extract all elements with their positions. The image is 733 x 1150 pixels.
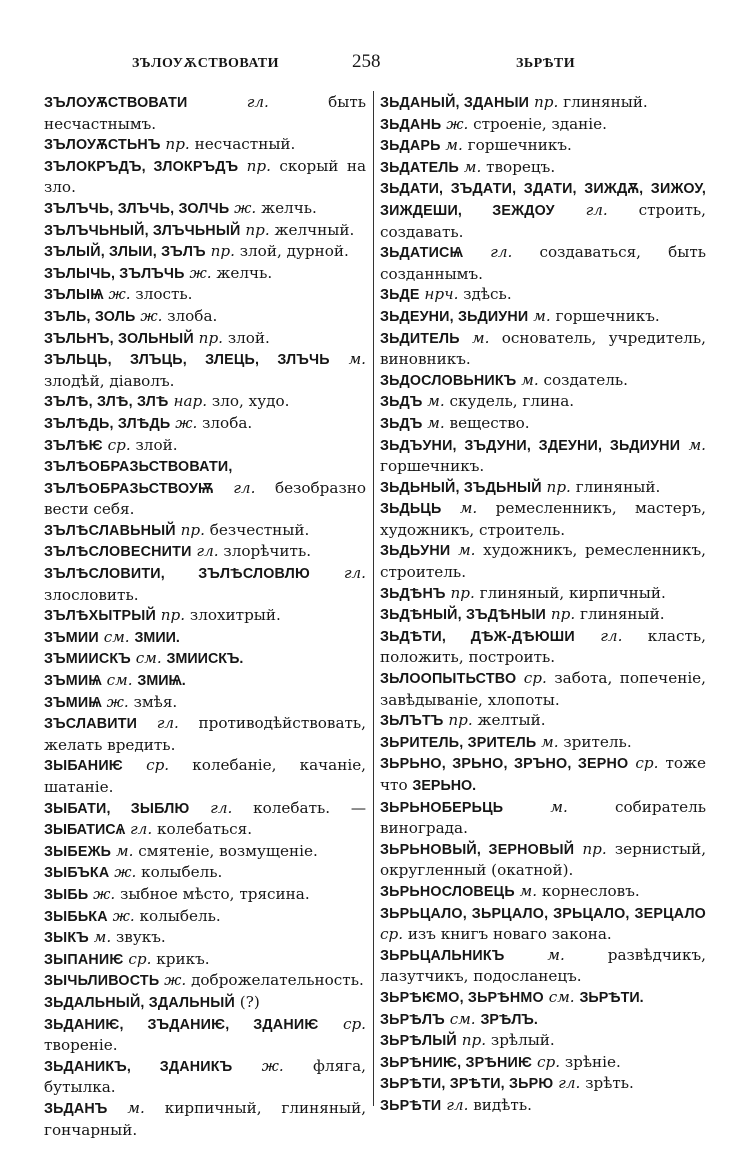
- entry-cross-reference: ЗМИИСКЪ.: [166, 651, 244, 668]
- entry-definition: зрѣніе.: [564, 1052, 621, 1071]
- entry-definition: безчестный.: [209, 520, 310, 539]
- dictionary-entry: [380, 284, 706, 306]
- entry-headword: ЗЪЛЪЧЬНЫЙ, ЗЛЪЧЬНЫЙ: [44, 222, 241, 239]
- dictionary-entry: [380, 668, 706, 710]
- dictionary-entry: [44, 627, 366, 649]
- entry-definition: класть, положить, построить.: [380, 626, 706, 667]
- entry-headword: ЗЬРѢТИ: [380, 1097, 442, 1114]
- entry-definition: колебаться.: [157, 820, 253, 839]
- entry-headword: ЗЫЧЬЛИВОСТЬ: [44, 973, 160, 990]
- entry-headword: ЗЬДАЛЬНЫЙ, ЗДАЛЬНЫЙ: [44, 994, 235, 1011]
- entry-headword: ЗЪЛѢСЛОВИТИ, ЗЪЛѢСЛОВЛЮ: [44, 566, 310, 583]
- dictionary-entry: [380, 753, 706, 796]
- entry-headword: ЗЬРѢНИѤ, ЗРѢНИѤ: [380, 1054, 533, 1071]
- entry-definition: собиратель винограда.: [380, 797, 706, 838]
- entry-grammar: гл.: [446, 1095, 469, 1114]
- entry-definition: зло, худо.: [211, 392, 290, 411]
- entry-definition: злословить.: [44, 585, 139, 604]
- entry-headword: ЗЬДЬНЫЙ, ЗЪДЬНЫЙ: [380, 479, 542, 496]
- entry-grammar: м.: [472, 328, 490, 347]
- entry-definition: злой.: [135, 435, 178, 454]
- entry-grammar: ж.: [140, 306, 163, 325]
- entry-grammar: м.: [519, 881, 538, 900]
- entry-grammar: м.: [116, 841, 134, 860]
- entry-definition: ремесленникъ, мастеръ, художникъ, строитель.: [380, 499, 707, 539]
- entry-grammar: м.: [541, 732, 559, 751]
- entry-grammar: пр.: [165, 135, 190, 154]
- column-divider: [373, 91, 374, 1106]
- dictionary-entry: [44, 798, 366, 841]
- entry-grammar: м.: [427, 392, 445, 411]
- entry-grammar: м.: [521, 370, 539, 389]
- entry-grammar: см.: [548, 987, 575, 1006]
- entry-definition: зрѣть.: [585, 1074, 634, 1093]
- dictionary-entry: [380, 710, 706, 732]
- dictionary-entry: [44, 198, 366, 220]
- entry-headword: ЗЬДЪ: [380, 394, 423, 411]
- entry-definition: желчь.: [216, 263, 273, 282]
- entry-grammar: гл.: [210, 798, 233, 817]
- dictionary-entry: [44, 692, 366, 714]
- entry-definition: здѣсь.: [463, 285, 512, 304]
- entry-definition: художникъ, ремесленникъ, строитель.: [380, 541, 706, 582]
- entry-grammar: ж.: [261, 1056, 284, 1075]
- entry-definition: крикъ.: [156, 949, 210, 968]
- entry-grammar: гл.: [343, 564, 366, 583]
- entry-definition: горшечникъ.: [380, 457, 485, 476]
- entry-grammar: пр.: [461, 1031, 487, 1050]
- dictionary-entry: [380, 797, 706, 839]
- entry-headword: ЗЬДАНЫЙ, ЗДАНЫИ: [380, 95, 530, 111]
- entry-definition: злодѣй, діаволъ.: [44, 371, 175, 390]
- entry-headword: ЗЪЛЫЧЬ, ЗЪЛЪЧЬ: [44, 265, 185, 282]
- entry-headword: ЗЬДАТИСѨ: [380, 245, 464, 262]
- entry-definition: желчный.: [274, 220, 355, 239]
- dictionary-entry: [44, 1098, 366, 1140]
- entry-grammar: ср.: [107, 435, 131, 454]
- dictionary-entry: [44, 92, 366, 134]
- entry-headword: ЗЪЛЪЧЬ, ЗЛЪЧЬ, ЗОЛЧЬ: [44, 200, 230, 217]
- entry-headword: ЗЬРИТЕЛЬ, ЗРИТЕЛЬ: [380, 734, 537, 751]
- dictionary-entry: [44, 841, 366, 863]
- entry-headword: ЗЪЛЫѨ: [44, 287, 104, 304]
- entry-definition: колыбель.: [141, 863, 223, 882]
- entry-cross-reference: ЗЬРѢТИ.: [579, 989, 644, 1006]
- entry-definition: создаваться, быть созданнымъ.: [380, 243, 707, 283]
- dictionary-entry: [44, 328, 366, 350]
- entry-grammar: ж.: [108, 285, 131, 304]
- entry-headword: ЗЫПАНИѤ: [44, 951, 124, 968]
- entry-headword: ЗЪЛѢХЫТРЫЙ: [44, 608, 156, 625]
- entry-grammar: гл.: [233, 478, 256, 497]
- entry-grammar: нар.: [173, 392, 208, 411]
- dictionary-entry: [44, 1056, 366, 1098]
- entry-headword: ЗЬДАТИ, ЗЪДАТИ, ЗДАТИ, ЗИЖДѪ, ЗИЖОУ, ЗИЖДЕШИ, ЗЕЖДОУ: [380, 181, 706, 219]
- entry-headword: ЗЬДАНИКЪ, ЗДАНИКЪ: [44, 1058, 233, 1075]
- dictionary-entry: [380, 242, 706, 284]
- entry-definition: злость.: [135, 285, 193, 304]
- entry-grammar: пр.: [198, 328, 224, 347]
- entry-grammar: см.: [135, 649, 162, 668]
- dictionary-entry: [44, 456, 366, 520]
- dictionary-entry: [380, 477, 706, 499]
- entry-headword: ЗЬДЕ: [380, 287, 420, 304]
- entry-headword: ЗЬДОСЛОВЬНИКЪ: [380, 372, 517, 389]
- dictionary-entry: [44, 563, 366, 605]
- entry-headword: ЗЪЛѢДЬ, ЗЛѢДЬ: [44, 415, 171, 432]
- entry-definition: противодѣйствовать, желать вредить.: [44, 714, 367, 754]
- dictionary-entry: [380, 1073, 706, 1095]
- entry-grammar: м.: [463, 157, 482, 176]
- entry-definition: глиняный.: [575, 477, 661, 496]
- header-right-headword: ЗЬРѢТИ: [516, 56, 576, 71]
- entry-definition: звукъ.: [116, 928, 166, 947]
- entry-headword: ЗЬРЬНО, ЗРЬНО, ЗРЪНО, ЗЕРНО: [380, 756, 629, 773]
- entry-headword: ЗЪЛОУѪСТВОВАТИ: [44, 95, 188, 111]
- entry-headword: ЗЬЛЪТЪ: [380, 713, 444, 730]
- entry-definition: желчь.: [261, 198, 317, 217]
- entry-grammar: пр.: [210, 242, 235, 261]
- entry-definition: зернистый, округленный (окатной).: [380, 839, 707, 880]
- entry-grammar: м.: [427, 413, 445, 432]
- entry-grammar: ж.: [446, 114, 469, 133]
- entry-definition: несчастный.: [194, 135, 296, 154]
- entry-definition: колыбель.: [139, 906, 221, 925]
- entry-grammar: пр.: [534, 93, 559, 111]
- entry-grammar: ж.: [175, 413, 198, 432]
- dictionary-entry: [44, 156, 366, 198]
- entry-headword: ЗЬДѢНЪ: [380, 585, 446, 602]
- dictionary-entry: [380, 306, 706, 328]
- entry-definition: колебать. —: [253, 798, 367, 817]
- dictionary-entry: [44, 241, 366, 263]
- dictionary-entry: [380, 1052, 706, 1074]
- dictionary-entry: [44, 906, 366, 928]
- entry-grammar: ср.: [635, 754, 659, 773]
- entry-definition: создатель.: [543, 370, 628, 389]
- entry-grammar: м.: [458, 541, 476, 560]
- dictionary-entry: [44, 391, 366, 413]
- dictionary-entry: [44, 220, 366, 242]
- entry-headword: ЗЪЛѢСЛАВЬНЫЙ: [44, 522, 176, 539]
- entry-headword: ЗЬДѢНЫЙ, ЗЪДѢНЫИ: [380, 607, 546, 624]
- entry-definition: злохитрый.: [189, 606, 281, 625]
- dictionary-entry: [44, 284, 366, 306]
- dictionary-entry: [380, 732, 706, 754]
- entry-headword: ЗЪМИИ: [44, 629, 99, 646]
- entry-grammar: ж.: [189, 263, 212, 282]
- entry-cross-reference: ЗЕРЬНО.: [412, 778, 477, 794]
- entry-cross-reference: ЗМИѨ.: [137, 673, 186, 690]
- entry-headword: ЗЬРѢТИ, ЗРѢТИ, ЗЬРЮ: [380, 1076, 554, 1093]
- entry-headword: ЗЪМИИСКЪ: [44, 651, 131, 668]
- entry-headword: ЗЪСЛАВИТИ: [44, 716, 138, 733]
- entry-headword: ЗЫБАТИ, ЗЫБЛЮ: [44, 800, 190, 817]
- entry-definition: развѣдчикъ, лазутчикъ, подосланецъ.: [380, 945, 707, 986]
- page-number: 258: [352, 51, 381, 72]
- entry-headword: ЗЬДЪ: [380, 415, 423, 432]
- entry-definition: зрѣлый.: [490, 1031, 555, 1050]
- entry-headword: ЗЬРЬНОБЕРЬЦЬ: [380, 799, 504, 816]
- entry-definition: безобразно вести себя.: [44, 478, 366, 519]
- dictionary-entry: [380, 945, 706, 987]
- entry-definition: основатель, учредитель, виновникъ.: [380, 328, 706, 369]
- entry-definition: глиняный.: [563, 93, 648, 111]
- entry-definition: творецъ.: [486, 157, 556, 176]
- entry-grammar: м.: [348, 350, 366, 369]
- entry-headword: ЗЪЛЬЦЬ, ЗЛЪЦЬ, ЗЛЕЦЬ, ЗЛЪЧЬ: [44, 352, 330, 369]
- entry-grammar: гл.: [130, 820, 153, 839]
- dictionary-entry: [44, 520, 366, 542]
- entry-definition: быть несчастнымъ.: [44, 93, 367, 133]
- entry-definition: злой.: [227, 328, 270, 347]
- entry-grammar: ср.: [128, 949, 152, 968]
- entry-headword: ЗЬДЬУНИ: [380, 543, 451, 560]
- entry-grammar: пр.: [448, 711, 473, 730]
- entry-grammar: ж.: [164, 971, 187, 990]
- entry-grammar: пр.: [582, 839, 607, 858]
- entry-definition: изъ книгъ новаго закона.: [407, 925, 612, 944]
- entry-headword: ЗЫБЪКА: [44, 865, 110, 882]
- entry-grammar: м.: [445, 136, 463, 155]
- dictionary-entry: [380, 114, 706, 136]
- dictionary-entry: [380, 839, 706, 881]
- entry-headword: ЗЬРѢѤМО, ЗЬРѢНМО: [380, 989, 544, 1006]
- entry-definition: корнесловъ.: [541, 881, 640, 900]
- entry-cross-reference: ЗМИИ.: [134, 629, 180, 646]
- dictionary-entry: [44, 949, 366, 971]
- dictionary-entry: [380, 178, 706, 242]
- entry-grammar: ср.: [342, 1014, 366, 1033]
- entry-grammar: м.: [127, 1098, 145, 1117]
- entry-grammar: гл.: [156, 714, 179, 733]
- entry-definition: глиняный.: [580, 605, 665, 624]
- entry-grammar: гл.: [246, 93, 269, 111]
- entry-grammar: пр.: [246, 156, 271, 175]
- entry-grammar: ср.: [380, 925, 404, 944]
- entry-headword: ЗЬЛООПЫТЬСТВО: [380, 671, 517, 688]
- dictionary-entry: [44, 605, 366, 627]
- entry-grammar: м.: [688, 435, 706, 454]
- dictionary-entry: [44, 1014, 366, 1056]
- entry-definition: зыбное мѣсто, трясина.: [120, 884, 310, 903]
- entry-headword: ЗЫБЕЖЬ: [44, 843, 112, 860]
- dictionary-entry: [380, 1095, 706, 1117]
- dictionary-entry: [380, 604, 706, 626]
- dictionary-entry: [380, 540, 706, 582]
- entry-headword: ЗЪЛЬ, ЗОЛЬ: [44, 308, 136, 325]
- entry-grammar: пр.: [546, 477, 571, 496]
- entry-headword: ЗЬДАРЬ: [380, 138, 441, 155]
- entry-definition: желтый.: [477, 711, 546, 730]
- running-header: [40, 48, 711, 74]
- entry-headword: ЗЪМИѨ: [44, 694, 102, 711]
- entry-definition: глиняный, кирпичный.: [479, 583, 666, 602]
- dictionary-entry: [380, 370, 706, 392]
- entry-grammar: см.: [106, 671, 133, 690]
- entry-headword: ЗЬРѢЛЫЙ: [380, 1033, 457, 1050]
- entry-definition: скудель, глина.: [449, 392, 575, 411]
- dictionary-entry: [44, 349, 366, 391]
- right-column: [380, 92, 706, 1117]
- dictionary-entry: [380, 987, 706, 1009]
- entry-headword: ЗЫБЬ: [44, 886, 89, 903]
- entry-headword: ЗЬДАНЬ: [380, 116, 442, 133]
- entry-grammar: ср.: [146, 756, 170, 775]
- entry-grammar: пр.: [180, 520, 205, 539]
- entry-grammar: нрч.: [424, 285, 459, 304]
- entry-grammar: см.: [449, 1009, 476, 1028]
- dictionary-entry: [44, 134, 366, 156]
- entry-headword: ЗЬДЪУНИ, ЗЪДУНИ, ЗДЕУНИ, ЗЬДИУНИ: [380, 437, 681, 454]
- entry-grammar: ж.: [114, 863, 137, 882]
- entry-definition: видѣть.: [473, 1095, 532, 1114]
- dictionary-entry: [44, 670, 366, 692]
- entry-definition: злорѣчить.: [223, 542, 312, 561]
- entry-definition: строеніе, зданіе.: [473, 114, 607, 133]
- entry-grammar: м.: [550, 797, 568, 816]
- entry-headword: ЗЫБАНИѤ: [44, 758, 123, 775]
- entry-definition: (?): [239, 992, 260, 1011]
- entry-grammar: м.: [533, 306, 551, 325]
- entry-grammar: м.: [547, 945, 565, 964]
- entry-definition: скорый на зло.: [44, 156, 366, 197]
- entry-headword: ЗЪМИѨ: [44, 673, 102, 690]
- entry-definition: смятеніе, возмущеніе.: [138, 841, 318, 860]
- dictionary-entry: [380, 1009, 706, 1031]
- dictionary-entry: [380, 498, 706, 540]
- dictionary-entry: [380, 413, 706, 435]
- entry-headword: ЗЬДАНИѤ, ЗЪДАНИѤ, ЗДАНИѤ: [44, 1016, 319, 1033]
- dictionary-entry: [380, 157, 706, 179]
- left-column: [44, 92, 366, 1140]
- dictionary-entry: [44, 435, 366, 457]
- entry-grammar: ж.: [112, 906, 135, 925]
- dictionary-entry: [44, 970, 366, 992]
- entry-grammar: м.: [459, 499, 478, 518]
- entry-headword: ЗЫКЪ: [44, 930, 89, 947]
- entry-definition: злой, дурной.: [239, 242, 349, 261]
- dictionary-entry: [380, 881, 706, 903]
- entry-headword: ЗЪЛѢ, ЗЛѢ, ЗЛѢ: [44, 394, 169, 411]
- dictionary-entry: [380, 328, 706, 370]
- entry-definition: зритель.: [563, 732, 632, 751]
- entry-grammar: гл.: [585, 200, 608, 219]
- dictionary-entry: [380, 903, 706, 945]
- entry-definition: тоже что: [380, 754, 707, 794]
- entry-headword: ЗЬДЕУНИ, ЗЬДИУНИ: [380, 308, 529, 325]
- entry-grammar: м.: [93, 928, 112, 947]
- entry-grammar: см.: [103, 627, 130, 646]
- dictionary-entry: [44, 992, 366, 1014]
- dictionary-entry: [380, 135, 706, 157]
- entry-subheadword: ЗЫБАТИСѦ: [44, 822, 126, 839]
- entry-headword: ЗЬРѢЛЪ: [380, 1011, 445, 1028]
- entry-grammar: пр.: [245, 220, 270, 239]
- entry-grammar: гл.: [490, 243, 513, 262]
- entry-definition: твореніе.: [44, 1036, 118, 1055]
- entry-definition: вещество.: [449, 413, 530, 432]
- dictionary-entry: [44, 927, 366, 949]
- entry-definition: злоба.: [167, 306, 218, 325]
- entry-definition: кирпичный, глиняный, гончарный.: [44, 1098, 367, 1139]
- entry-headword: ЗЬДАТЕЛЬ: [380, 159, 460, 176]
- dictionary-entry: [44, 413, 366, 435]
- entry-definition: забота, попеченіе, завѣдываніе, хлопоты.: [380, 669, 706, 709]
- entry-headword: ЗЪЛОКРЪДЪ, ЗЛОКРЪДЪ: [44, 158, 239, 175]
- dictionary-entry: [380, 626, 706, 668]
- entry-headword: ЗЬРЬНОВЫЙ, ЗЕРНОВЫЙ: [380, 841, 575, 858]
- entry-headword: ЗЪЛОУѪСТЬНЪ: [44, 137, 161, 154]
- entry-headword: ЗЪЛЫЙ, ЗЛЫИ, ЗЪЛЪ: [44, 244, 206, 261]
- header-left-headword: ЗЪЛОУѪСТВОВАТИ: [132, 56, 279, 71]
- entry-definition: горшечникъ.: [555, 306, 660, 325]
- dictionary-entry: [44, 884, 366, 906]
- dictionary-entry: [380, 435, 706, 477]
- entry-grammar: пр.: [550, 605, 576, 624]
- dictionary-entry: [44, 306, 366, 328]
- entry-headword: ЗЫБЬКА: [44, 908, 108, 925]
- entry-headword: ЗЪЛѢСЛОВЕСНИТИ: [44, 544, 192, 561]
- entry-definition: строить, создавать.: [380, 200, 707, 241]
- entry-headword: ЗЪЛѢѤ: [44, 437, 103, 454]
- entry-headword: ЗЬДЬЦЬ: [380, 501, 442, 518]
- entry-definition: змѣя.: [133, 692, 178, 711]
- entry-headword: ЗЬДИТЕЛЬ: [380, 330, 460, 347]
- entry-cross-reference: ЗРѢЛЪ.: [480, 1011, 538, 1028]
- entry-grammar: ср.: [536, 1052, 561, 1071]
- dictionary-entry: [380, 1030, 706, 1052]
- entry-headword: ЗЪЛЬНЪ, ЗОЛЬНЫЙ: [44, 330, 194, 347]
- entry-grammar: пр.: [160, 606, 186, 625]
- entry-headword: ЗЬРЬЦАЛЬНИКЪ: [380, 947, 505, 964]
- entry-headword: ЗЬРЬНОСЛОВЕЦЬ: [380, 883, 515, 900]
- entry-grammar: ж.: [234, 198, 257, 217]
- entry-definition: колебаніе, качаніе, шатаніе.: [44, 756, 367, 796]
- entry-grammar: гл.: [196, 542, 219, 561]
- entry-definition: доброжелательность.: [191, 971, 364, 990]
- entry-definition: фляга, бутылка.: [44, 1056, 367, 1097]
- dictionary-entry: [44, 755, 366, 797]
- dictionary-entry: [380, 391, 706, 413]
- entry-grammar: гл.: [600, 626, 623, 645]
- entry-headword: ЗЬДАНЪ: [44, 1100, 108, 1117]
- entry-definition: горшечникъ.: [467, 136, 572, 155]
- entry-headword: ЗЬРЬЦАЛО, ЗЬРЦАЛО, ЗРЬЦАЛО, ЗЕРЦАЛО: [380, 905, 706, 922]
- dictionary-entry: [380, 583, 706, 605]
- entry-headword: ЗЬДѢТИ, ДѢЖ-ДѢЮШИ: [380, 628, 575, 645]
- entry-definition: злоба.: [202, 413, 253, 432]
- entry-grammar: пр.: [450, 583, 475, 602]
- dictionary-entry: [44, 648, 366, 670]
- dictionary-entry: [44, 541, 366, 563]
- dictionary-entry: [44, 713, 366, 755]
- entry-grammar: ж.: [106, 692, 129, 711]
- entry-headword: ЗЪЛѢОБРАЗЬСТВОВАТИ, ЗЪЛѢОБРАЗЬСТВОУѬ: [44, 459, 233, 497]
- dictionary-entry: [44, 263, 366, 285]
- entry-grammar: ж.: [93, 884, 116, 903]
- dictionary-entry: [44, 862, 366, 884]
- entry-grammar: ср.: [523, 669, 547, 688]
- dictionary-entry: [380, 92, 706, 114]
- entry-grammar: гл.: [558, 1074, 581, 1093]
